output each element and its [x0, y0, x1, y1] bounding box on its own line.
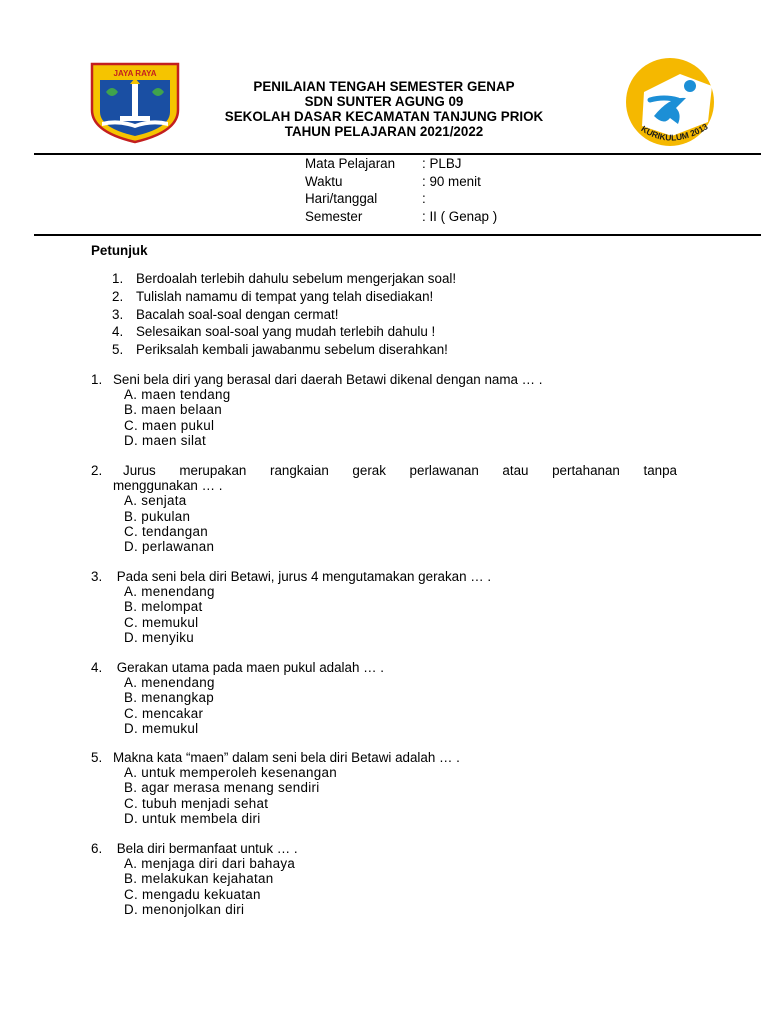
- option-a[interactable]: A. menendang: [124, 675, 215, 691]
- question-number: 6.: [91, 841, 103, 856]
- question-2: [91, 463, 677, 554]
- info-row-subject: [305, 155, 497, 173]
- instruction-text: Selesaikan soal-soal yang mudah terlebih dahulu !: [136, 324, 436, 340]
- header-district: SEKOLAH DASAR KECAMATAN TANJUNG PRIOK: [224, 109, 544, 124]
- option-b[interactable]: B. melakukan kejahatan: [124, 871, 274, 887]
- question-number: 3.: [91, 569, 103, 584]
- instruction-number: 1.: [112, 271, 124, 286]
- exam-info-table: [305, 155, 497, 225]
- info-label: Mata Pelajaran: [305, 156, 396, 171]
- instruction-item: [112, 306, 456, 324]
- instruction-number: 3.: [112, 306, 124, 322]
- exam-header: [190, 79, 578, 139]
- option-c[interactable]: C. mengadu kekuatan: [124, 886, 261, 902]
- header-year: TAHUN PELAJARAN 2021/2022: [284, 124, 484, 139]
- option-b[interactable]: B. melompat: [124, 599, 203, 615]
- instruction-text: Berdoalah terlebih dahulu sebelum mengerjakan soal!: [136, 271, 457, 286]
- instruction-number: 5.: [112, 342, 124, 358]
- question-number: 5.: [91, 750, 103, 765]
- question-3: [91, 569, 677, 645]
- question-text: Gerakan utama pada maen pukul adalah … .: [113, 660, 384, 675]
- option-d[interactable]: D. menyiku: [124, 629, 194, 645]
- answer-options: [124, 584, 677, 645]
- option-d[interactable]: D. maen silat: [124, 432, 207, 448]
- kurikulum-2013-logo: [620, 56, 724, 152]
- option-b[interactable]: B. maen belaan: [124, 402, 222, 418]
- jakarta-emblem-logo: [90, 62, 180, 144]
- answer-options: [124, 856, 677, 917]
- option-a[interactable]: A. maen tendang: [124, 387, 231, 403]
- header-school: SDN SUNTER AGUNG 09: [304, 94, 464, 109]
- option-d[interactable]: D. perlawanan: [124, 539, 215, 555]
- option-d[interactable]: D. menonjolkan diri: [124, 901, 245, 917]
- info-label: Waktu: [305, 173, 343, 189]
- option-a[interactable]: A. untuk memperoleh kesenangan: [124, 765, 337, 781]
- option-b[interactable]: B. pukulan: [124, 508, 191, 524]
- answer-options: [124, 493, 677, 554]
- question-number: 2.: [91, 463, 103, 478]
- question-text: Makna kata “maen” dalam seni bela diri Betawi adalah … .: [113, 750, 460, 765]
- option-c[interactable]: C. tubuh menjadi sehat: [124, 795, 269, 811]
- answer-options: [124, 675, 677, 736]
- option-c[interactable]: C. mencakar: [124, 705, 204, 721]
- option-c[interactable]: C. tendangan: [124, 523, 209, 539]
- instruction-number: 4.: [112, 324, 124, 340]
- answer-options: [124, 387, 677, 448]
- option-d[interactable]: D. memukul: [124, 720, 199, 736]
- option-a[interactable]: A. menendang: [124, 584, 215, 600]
- question-5: [91, 750, 677, 826]
- header-divider-bottom: [34, 234, 761, 236]
- instruction-item: [112, 270, 456, 288]
- question-text: Pada seni bela diri Betawi, jurus 4 mengutamakan gerakan … .: [113, 569, 492, 584]
- option-b[interactable]: B. agar merasa menang sendiri: [124, 780, 320, 796]
- info-value: : PLBJ: [422, 156, 462, 171]
- question-6: [91, 841, 677, 917]
- question-4: [91, 660, 677, 736]
- instruction-item: [112, 288, 456, 306]
- option-a[interactable]: A. menjaga diri dari bahaya: [124, 856, 296, 872]
- info-row-time: [305, 173, 497, 191]
- info-row-date: [305, 190, 497, 208]
- answer-options: [124, 765, 677, 826]
- instruction-text: Bacalah soal-soal dengan cermat!: [136, 306, 339, 322]
- question-number: 4.: [91, 660, 103, 675]
- instructions-list: [112, 270, 456, 359]
- question-text: Jurus merupakan rangkaian gerak perlawanan atau pertahanan tanpa: [123, 463, 677, 478]
- question-number: 1.: [91, 372, 103, 387]
- option-c[interactable]: C. memukul: [124, 614, 199, 630]
- instruction-number: 2.: [112, 288, 124, 304]
- instructions-title: Petunjuk: [91, 243, 148, 258]
- info-label: Hari/tanggal: [305, 191, 378, 207]
- info-value: : II ( Genap ): [422, 208, 498, 224]
- question-text: Seni bela diri yang berasal dari daerah Betawi dikenal dengan nama … .: [113, 372, 543, 387]
- info-row-semester: [305, 208, 497, 226]
- info-value: :: [422, 191, 426, 207]
- emblem-text: JAYA RAYA: [113, 69, 157, 78]
- instruction-text: Periksalah kembali jawabanmu sebelum diserahkan!: [136, 342, 448, 358]
- header-title: PENILAIAN TENGAH SEMESTER GENAP: [253, 79, 515, 94]
- option-a[interactable]: A. senjata: [124, 493, 187, 509]
- kurikulum-logo-text: KURIKULUM 2013: [639, 121, 710, 143]
- option-d[interactable]: D. untuk membela diri: [124, 810, 261, 826]
- question-1: [91, 372, 677, 448]
- info-value: : 90 menit: [422, 173, 481, 189]
- instruction-item: [112, 323, 456, 341]
- question-text: Bela diri bermanfaat untuk … .: [113, 841, 298, 856]
- instruction-item: [112, 341, 456, 359]
- info-label: Semester: [305, 208, 363, 224]
- option-c[interactable]: C. maen pukul: [124, 417, 215, 433]
- instruction-text: Tulislah namamu di tempat yang telah disediakan!: [136, 288, 434, 304]
- option-b[interactable]: B. menangkap: [124, 690, 214, 706]
- question-text-continued: menggunakan … .: [113, 478, 223, 494]
